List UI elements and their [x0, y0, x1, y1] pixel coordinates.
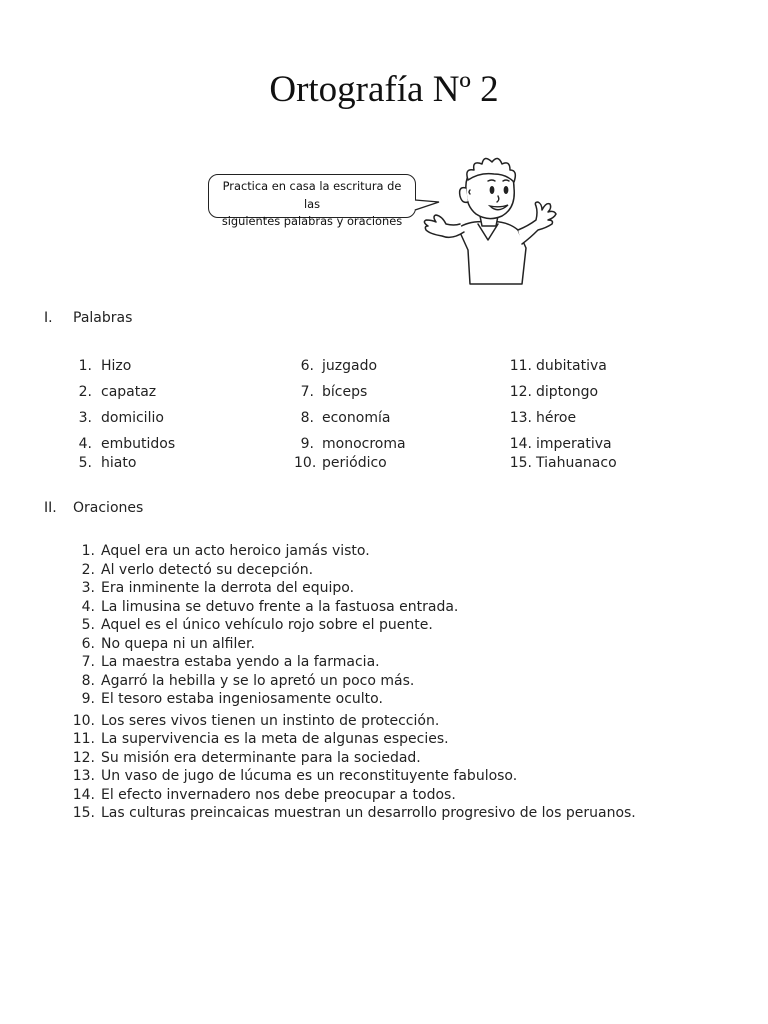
sentence-text: El efecto invernadero nos debe preocupar a todos. [101, 786, 456, 803]
sentence-text: Agarró la hebilla y se lo apretó un poco más. [101, 672, 415, 689]
sentence-item: 7. La maestra estaba yendo a la farmacia. [81, 654, 380, 670]
sentence-text: La maestra estaba yendo a la farmacia. [101, 654, 380, 670]
word-text: embutidos [101, 436, 176, 452]
sentence-item: 1. Aquel era un acto heroico jamás visto. [81, 543, 370, 559]
word-item: 13. héroe [509, 410, 577, 426]
sentence-text: Aquel es el único vehículo rojo sobre el puente. [101, 617, 433, 633]
sentence-item: 8. Agarró la hebilla y se lo apretó un poco más. [81, 672, 415, 689]
word-item: 12. diptongo [509, 384, 599, 400]
page-title: Ortografía Nº 2 [269, 69, 499, 110]
boy-illustration [418, 150, 568, 286]
sentence-text: La limusina se detuvo frente a la fastuosa entrada. [101, 598, 459, 615]
sentence-text: Los seres vivos tienen un instinto de protección. [101, 712, 440, 729]
word-text: diptongo [536, 384, 599, 400]
sentence-item: 9. El tesoro estaba ingeniosamente oculto. [81, 691, 383, 707]
word-text: juzgado [322, 358, 378, 374]
word-item: 14. imperativa [509, 436, 612, 452]
section-label: Oraciones [73, 500, 144, 516]
word-item: 4. embutidos [78, 436, 176, 452]
sentence-item: 11. La supervivencia es la meta de algunas especies. [72, 731, 449, 747]
word-text: hiato [101, 455, 137, 471]
word-item: 2. capataz [78, 384, 157, 400]
sentence-item: 3. Era inminente la derrota del equipo. [81, 580, 355, 596]
word-text: héroe [536, 410, 577, 426]
speech-bubble [208, 174, 416, 228]
sentence-item: 5. Aquel es el único vehículo rojo sobre el puente. [81, 617, 433, 633]
sentence-text: No quepa ni un alfiler. [101, 635, 255, 652]
sentence-text: El tesoro estaba ingeniosamente oculto. [101, 691, 383, 707]
sentence-item: 13. Un vaso de jugo de lúcuma es un reconstituyente fabuloso. [72, 768, 518, 784]
section-number: I. [44, 310, 53, 326]
word-item: 3. domicilio [78, 410, 164, 426]
sentence-text: Las culturas preincaicas muestran un desarrollo progresivo de los peruanos. [101, 805, 636, 821]
sentence-item: 15. Las culturas preincaicas muestran un desarrollo progresivo de los peruanos. [72, 805, 636, 821]
word-text: periódico [322, 455, 387, 471]
word-item: 6. juzgado [300, 358, 378, 374]
sentence-text: Su misión era determinante para la sociedad. [101, 749, 421, 766]
sentence-item: 12. Su misión era determinante para la sociedad. [72, 749, 421, 766]
speech-bubble-line: siguientes palabras y oraciones [221, 214, 403, 228]
word-text: economía [322, 410, 391, 426]
sentence-item: 6. No quepa ni un alfiler. [81, 635, 255, 652]
word-item: 9. monocroma [300, 436, 406, 452]
word-item: 10. periódico [294, 455, 387, 471]
word-text: capataz [101, 384, 157, 400]
speech-bubble-line: Practica en casa la escritura de las [222, 179, 402, 211]
word-item: 8. economía [300, 410, 391, 426]
word-item: 1. Hizo [78, 358, 132, 374]
sentence-item: 14. El efecto invernadero nos debe preocupar a todos. [72, 786, 456, 803]
word-text: Hizo [101, 358, 132, 374]
sentence-item: 10. Los seres vivos tienen un instinto de protección. [72, 712, 440, 729]
section-heading-palabras [44, 310, 132, 326]
word-item: 5. hiato [78, 455, 137, 471]
sentence-item: 2. Al verlo detectó su decepción. [81, 561, 314, 578]
sentence-text: Aquel era un acto heroico jamás visto. [101, 543, 370, 559]
word-text: domicilio [101, 410, 164, 426]
sentence-list [66, 542, 746, 823]
word-text: dubitativa [536, 358, 607, 374]
sentence-item: 4. La limusina se detuvo frente a la fastuosa entrada. [81, 598, 459, 615]
word-text: monocroma [322, 436, 406, 452]
word-text: Tiahuanaco [536, 455, 617, 471]
sentence-text: Era inminente la derrota del equipo. [101, 580, 355, 596]
sentence-text: Un vaso de jugo de lúcuma es un reconstituyente fabuloso. [101, 768, 518, 784]
sentence-text: Al verlo detectó su decepción. [101, 561, 314, 578]
sentence-text: La supervivencia es la meta de algunas especies. [101, 731, 449, 747]
word-item: 7. bíceps [300, 384, 368, 400]
section-number: II. [44, 500, 57, 516]
section-label: Palabras [73, 310, 133, 326]
section-heading-oraciones [44, 500, 143, 516]
word-text: bíceps [322, 384, 368, 400]
word-item: 11. dubitativa [509, 358, 607, 374]
word-item: 15. Tiahuanaco [509, 455, 617, 471]
word-text: imperativa [536, 436, 612, 452]
